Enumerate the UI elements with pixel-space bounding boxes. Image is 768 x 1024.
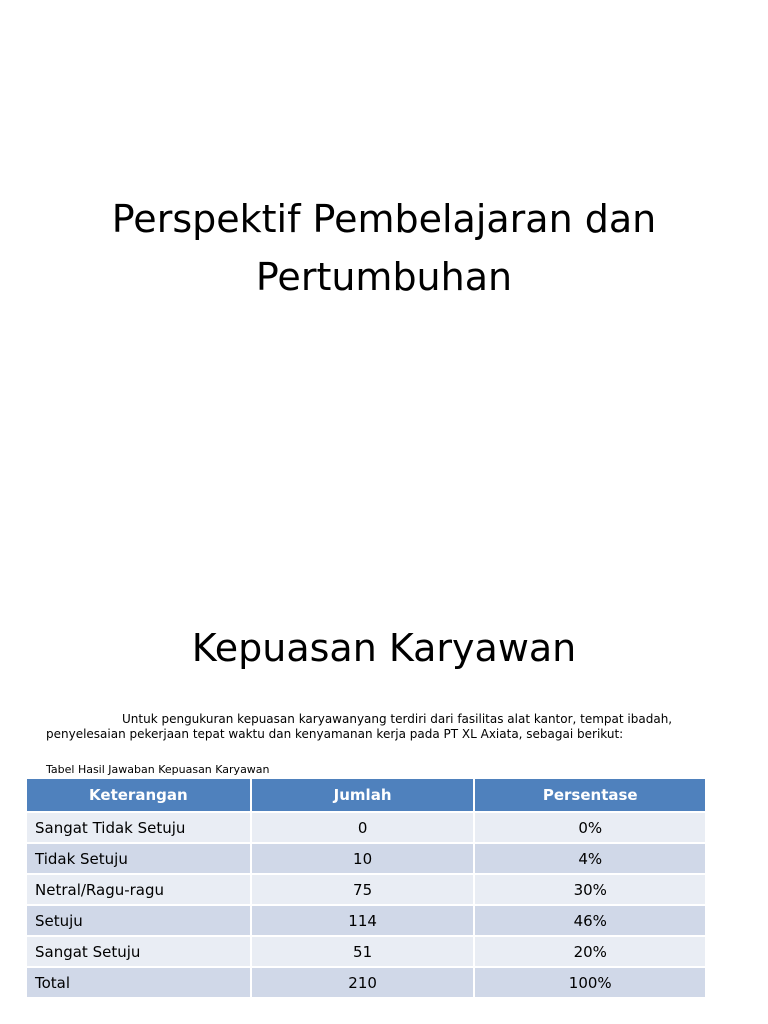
row-jumlah: 51 — [251, 936, 475, 967]
table-row — [27, 905, 705, 936]
row-label: Tidak Setuju — [27, 843, 251, 874]
header-persentase: Persentase — [474, 779, 705, 812]
row-label: Setuju — [27, 905, 251, 936]
table-row — [27, 812, 705, 843]
slide-title-perspektif — [0, 190, 768, 306]
row-persentase: 0% — [474, 812, 705, 843]
title-line-1: Perspektif Pembelajaran dan — [111, 197, 657, 241]
table-row — [27, 936, 705, 967]
table-caption: Tabel Hasil Jawaban Kepuasan Karyawan — [46, 763, 270, 776]
row-persentase: 20% — [474, 936, 705, 967]
table-header-row — [27, 779, 705, 812]
row-label: Sangat Setuju — [27, 936, 251, 967]
row-jumlah: 210 — [251, 967, 475, 997]
intro-line-1: Untuk pengukuran kepuasan karyawanyang terdiri dari fasilitas alat kantor, tempat ibadah, — [122, 712, 673, 726]
row-jumlah: 0 — [251, 812, 475, 843]
title-line-2: Pertumbuhan — [255, 255, 513, 299]
row-persentase: 100% — [474, 967, 705, 997]
row-label: Total — [27, 967, 251, 997]
row-label: Sangat Tidak Setuju — [27, 812, 251, 843]
row-persentase: 4% — [474, 843, 705, 874]
header-jumlah: Jumlah — [251, 779, 475, 812]
row-persentase: 46% — [474, 905, 705, 936]
row-persentase: 30% — [474, 874, 705, 905]
results-table — [27, 779, 705, 997]
slide-title-kepuasan: Kepuasan Karyawan — [191, 626, 577, 670]
header-keterangan: Keterangan — [27, 779, 251, 812]
row-jumlah: 114 — [251, 905, 475, 936]
row-jumlah: 10 — [251, 843, 475, 874]
row-label: Netral/Ragu-ragu — [27, 874, 251, 905]
table-row-total — [27, 967, 705, 997]
intro-paragraph — [46, 712, 706, 742]
intro-line-2: penyelesaian pekerjaan tepat waktu dan kenyamanan kerja pada PT XL Axiata, sebagai berikut: — [46, 727, 624, 741]
table-row — [27, 874, 705, 905]
row-jumlah: 75 — [251, 874, 475, 905]
table-row — [27, 843, 705, 874]
